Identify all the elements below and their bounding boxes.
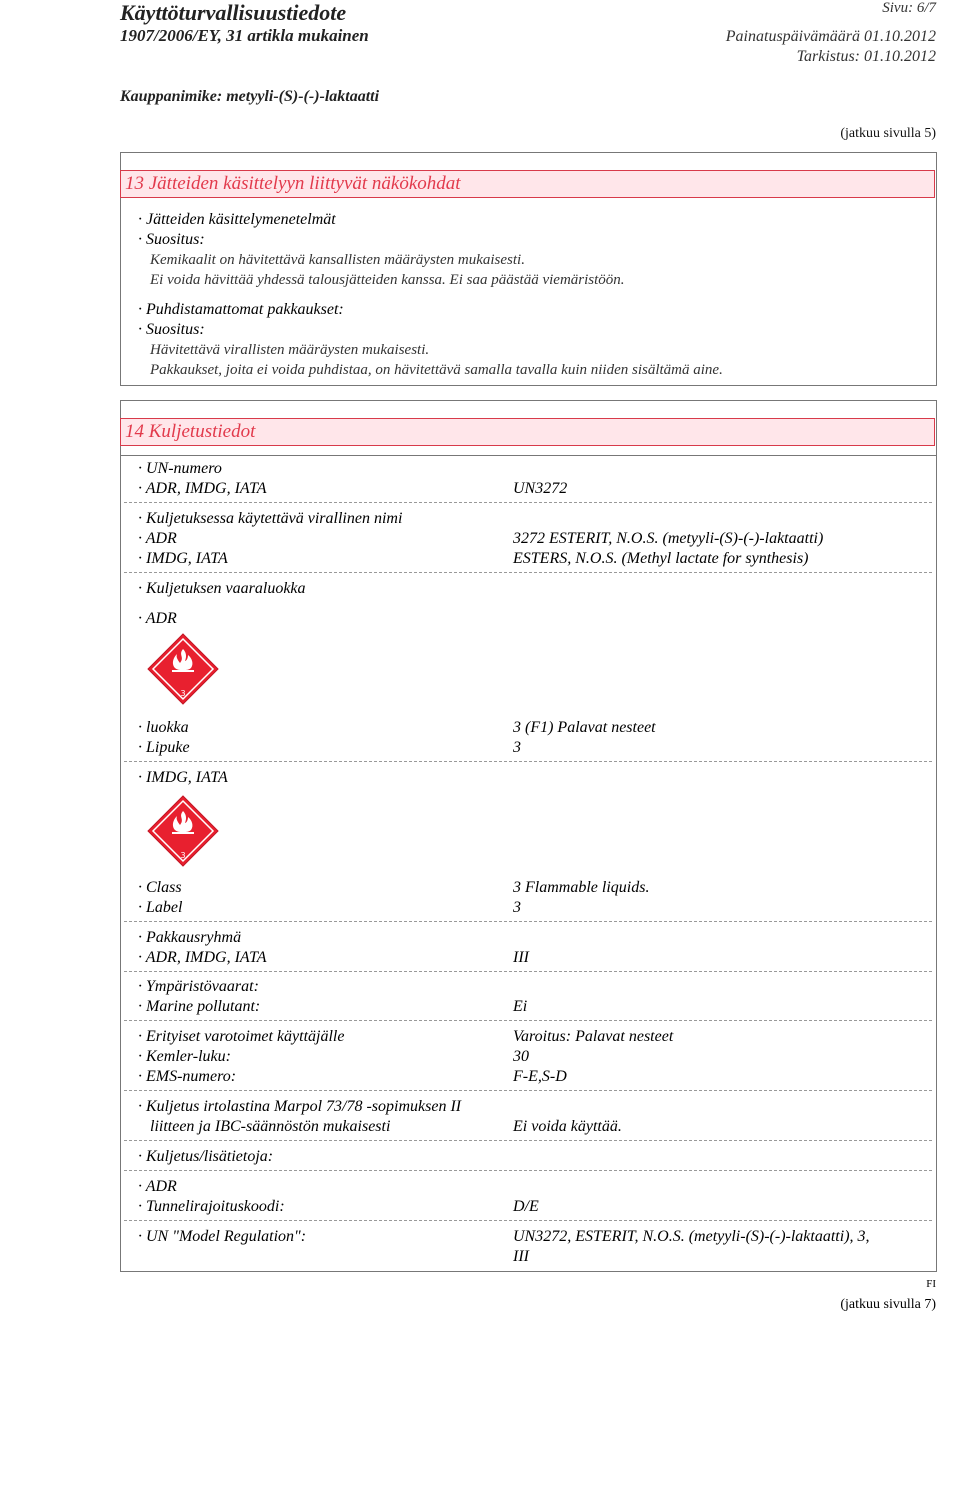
section-13-line: · Jätteiden käsittelymenetelmät	[138, 211, 336, 228]
diamond-class-number: 3	[180, 689, 186, 698]
packing-group-label: · Pakkausryhmä	[138, 929, 242, 946]
tunnel-code-value: D/E	[513, 1198, 539, 1215]
bulk-transport-value: Ei voida käyttää.	[513, 1118, 622, 1135]
document-title: Käyttöturvallisuustiedote	[120, 0, 347, 25]
adr-additional-label: · ADR	[138, 1178, 177, 1195]
revision-date: Tarkistus: 01.10.2012	[796, 48, 936, 65]
hazard-class-label: · Kuljetuksen vaaraluokka	[138, 580, 306, 597]
kemler-label: · Kemler-luku:	[138, 1048, 231, 1065]
divider	[124, 761, 932, 762]
adr-label: · ADR	[138, 530, 177, 547]
section-13-line: · Puhdistamattomat pakkaukset:	[138, 301, 344, 318]
kemler-value: 30	[513, 1048, 529, 1065]
section-13-line: Hävitettävä virallisten määräysten mukaisesti.	[150, 342, 430, 358]
adr-shipping-name: 3272 ESTERIT, N.O.S. (metyyli-(S)-(-)-laktaatti)	[513, 530, 824, 547]
label-label-en: · Label	[138, 899, 183, 916]
divider	[124, 971, 932, 972]
lipuke-label: · Lipuke	[138, 739, 190, 756]
divider	[124, 921, 932, 922]
section-13-line: · Suositus:	[138, 321, 205, 338]
section-13-line: Pakkaukset, joita ei voida puhdistaa, on hävitettävä samalla tavalla kuin niiden sisältämä aine.	[150, 362, 723, 378]
section-14-heading: 14 Kuljetustiedot	[120, 418, 935, 446]
class-value: 3 (F1) Palavat nesteet	[513, 719, 656, 736]
bulk-transport-label: · Kuljetus irtolastina Marpol 73/78 -sopimuksen II	[138, 1098, 462, 1115]
adr-sub-label: · ADR	[138, 610, 177, 627]
ems-value: F-E,S-D	[513, 1068, 567, 1085]
continued-on: (jatkuu sivulla 7)	[840, 1297, 936, 1312]
model-regulation-label: · UN "Model Regulation":	[138, 1228, 307, 1245]
imdg-iata-label: · IMDG, IATA	[138, 550, 228, 567]
model-regulation-value: UN3272, ESTERIT, N.O.S. (metyyli-(S)-(-)-laktaatti), 3,	[513, 1228, 870, 1245]
un-number-value: UN3272	[513, 480, 568, 497]
un-number-label: · UN-numero	[138, 460, 222, 477]
lipuke-value: 3	[513, 739, 521, 756]
section-13-line: Ei voida hävittää yhdessä talousjätteiden kanssa. Ei saa päästää viemäristöön.	[150, 272, 625, 288]
shipping-name-label: · Kuljetuksessa käytettävä virallinen nimi	[138, 510, 403, 527]
continued-from: (jatkuu sivulla 5)	[840, 126, 936, 141]
marine-pollutant-value: Ei	[513, 998, 528, 1015]
section-13-line: Kemikaalit on hävitettävä kansallisten määräysten mukaisesti.	[150, 252, 525, 268]
imdg-sub-label: · IMDG, IATA	[138, 769, 228, 786]
flammable-liquid-hazard-icon	[147, 795, 219, 867]
print-date: Painatuspäivämäärä 01.10.2012	[725, 28, 936, 45]
class-value-en: 3 Flammable liquids.	[513, 879, 650, 896]
trade-name: Kauppanimike: metyyli-(S)-(-)-laktaatti	[120, 88, 380, 105]
divider	[124, 572, 932, 573]
divider	[124, 1140, 932, 1141]
additional-info-label: · Kuljetus/lisätietoja:	[138, 1148, 274, 1165]
special-precautions-label: · Erityiset varotoimet käyttäjälle	[138, 1028, 345, 1045]
marine-pollutant-label: · Marine pollutant:	[138, 998, 261, 1015]
divider	[124, 1090, 932, 1091]
un-modes-label: · ADR, IMDG, IATA	[138, 480, 267, 497]
label-value-en: 3	[513, 899, 521, 916]
divider	[124, 502, 932, 503]
packing-group-value: III	[513, 949, 529, 966]
model-regulation-value-cont: III	[513, 1248, 529, 1265]
divider	[124, 1020, 932, 1021]
environmental-hazards-label: · Ympäristövaarat:	[138, 978, 259, 995]
section-13-line: · Suositus:	[138, 231, 205, 248]
section-13-heading: 13 Jätteiden käsittelyyn liittyvät näkökohdat	[120, 170, 935, 198]
divider	[124, 1170, 932, 1171]
class-label: · luokka	[138, 719, 189, 736]
language-code: FI	[926, 1278, 936, 1290]
imdg-shipping-name: ESTERS, N.O.S. (Methyl lactate for synthesis)	[513, 550, 809, 567]
ems-label: · EMS-numero:	[138, 1068, 237, 1085]
packing-modes-label: · ADR, IMDG, IATA	[138, 949, 267, 966]
page-number: Sivu: 6/7	[882, 0, 936, 16]
flammable-liquid-hazard-icon	[147, 633, 219, 705]
bulk-transport-label-cont: liitteen ja IBC-säännöstön mukaisesti	[150, 1118, 391, 1135]
class-label-en: · Class	[138, 879, 182, 896]
divider	[124, 1220, 932, 1221]
tunnel-code-label: · Tunnelirajoituskoodi:	[138, 1198, 285, 1215]
diamond-class-number: 3	[180, 851, 186, 860]
regulation-subtitle: 1907/2006/EY, 31 artikla mukainen	[120, 26, 369, 45]
special-precautions-value: Varoitus: Palavat nesteet	[513, 1028, 674, 1045]
